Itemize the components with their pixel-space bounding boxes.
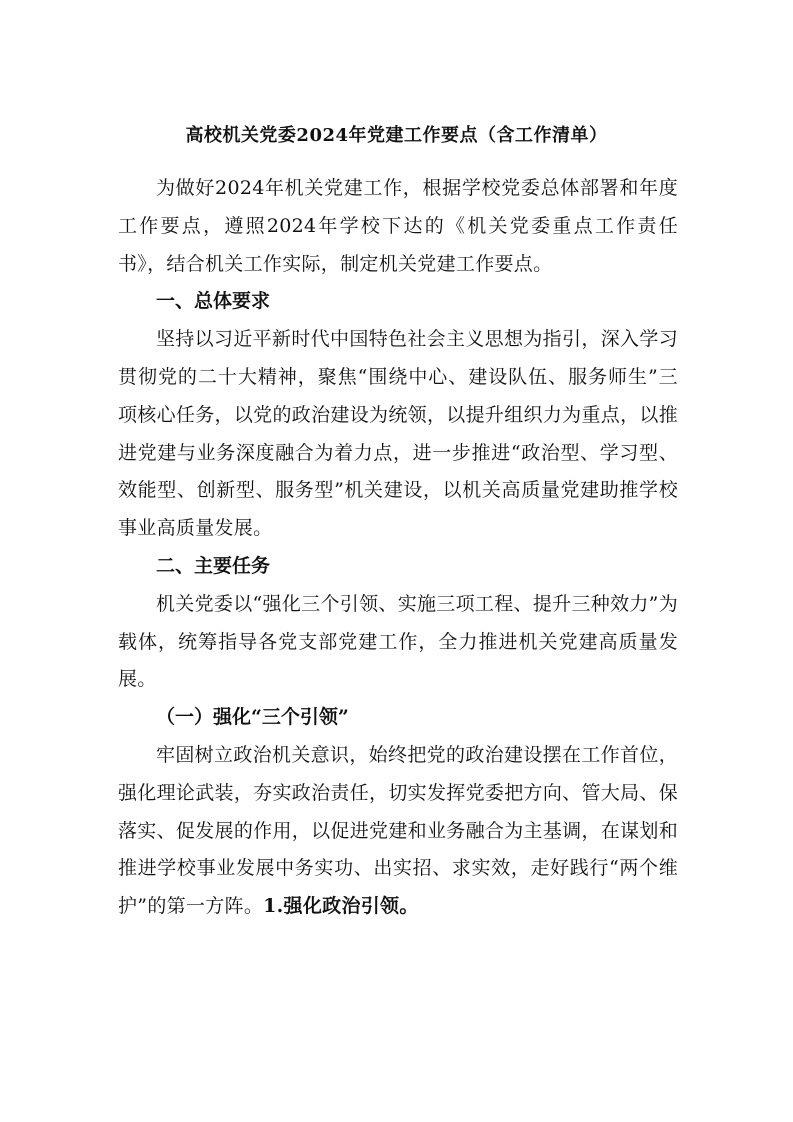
item-political-lead-label: 1.强化政治引领。: [263, 895, 419, 918]
general-requirements-paragraph: 坚持以习近平新时代中国特色社会主义思想为指引，深入学习贯彻党的二十大精神，聚焦“围绕中心、建设队伍、服务师生”三项核心任务，以党的政治建设为统领，以提升组织力为重点，以推进党建与业务深度融合为着力点，进一步推进“政治型、学习型、效能型、创新型、服务型”机关建设，以机关高质量党建助推学校事业高质量发展。: [118, 328, 678, 540]
section-heading-general-requirements: 一、总体要求: [156, 290, 271, 313]
three-leads-paragraph: [118, 737, 678, 926]
document-title: 高校机关党委2024年党建工作要点（含工作清单）: [185, 125, 608, 146]
subsection-heading-three-leads: （一）强化“三个引领”: [156, 706, 349, 729]
main-tasks-paragraph: 机关党委以“强化三个引领、实施三项工程、提升三种效力”为载体，统筹指导各党支部党建工作，全力推进机关党建高质量发展。: [118, 592, 678, 691]
document-body: [118, 170, 678, 926]
three-leads-body-text: 牢固树立政治机关意识，始终把党的政治建设摆在工作首位，强化理论武装，夯实政治责任，切实发挥党委把方向、管大局、保落实、促发展的作用，以促进党建和业务融合为主基调，在谋划和推进学校事业发展中务实功、出实招、求实效，走好践行“两个维护”的第一方阵。: [118, 743, 678, 918]
section-heading-main-tasks: 二、主要任务: [156, 554, 271, 577]
intro-paragraph: 为做好2024年机关党建工作，根据学校党委总体部署和年度工作要点，遵照2024年学校下达的《机关党委重点工作责任书》，结合机关工作实际，制定机关党建工作要点。: [118, 177, 678, 275]
